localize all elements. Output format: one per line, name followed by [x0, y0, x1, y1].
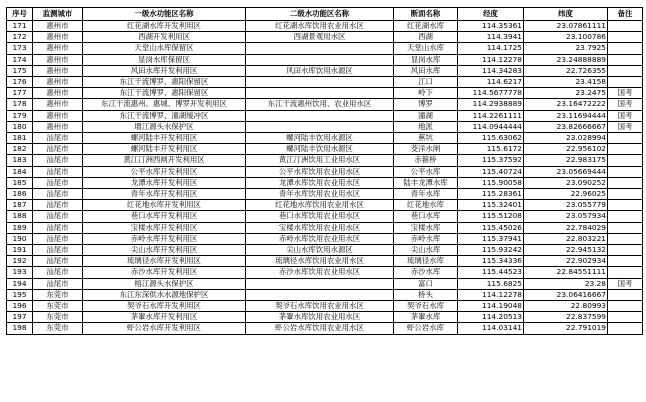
cell-city: 惠州市 [33, 21, 83, 32]
water-function-table-container [6, 7, 642, 335]
header-section: 断面名称 [394, 8, 458, 21]
cell-latitude: 23.07861111 [524, 21, 608, 32]
cell-latitude: 23.06416667 [524, 289, 608, 300]
cell-longitude: 114.12278 [458, 289, 524, 300]
cell-index: 196 [7, 301, 33, 312]
table-row [7, 233, 643, 244]
cell-remark: 国考 [608, 121, 643, 132]
cell-primary-zone: 东江干流博罗、惠阳保留区 [83, 77, 246, 88]
cell-primary-zone: 虾公岩水库开发利用区 [83, 323, 246, 334]
cell-section: 江口 [394, 77, 458, 88]
cell-primary-zone: 青年水库开发利用区 [83, 189, 246, 200]
cell-secondary-zone: 虾公岩水库饮用农业用水区 [246, 323, 394, 334]
cell-city: 汕尾市 [33, 211, 83, 222]
cell-section: 陆丰龙潭水库 [394, 177, 458, 188]
table-row [7, 88, 643, 99]
cell-remark [608, 43, 643, 54]
cell-primary-zone: 东江东深供水水源地保护区 [83, 289, 246, 300]
cell-primary-zone: 螺河陆丰开发利用区 [83, 133, 246, 144]
cell-primary-zone: 榕江源头水保护区 [83, 278, 246, 289]
cell-city: 汕尾市 [33, 278, 83, 289]
cell-section: 富口 [394, 278, 458, 289]
header-city: 监测城市 [33, 8, 83, 21]
table-row [7, 43, 643, 54]
cell-longitude: 114.5677778 [458, 88, 524, 99]
cell-index: 194 [7, 278, 33, 289]
table-body [7, 21, 643, 335]
cell-primary-zone: 东江干流博罗、潼湖缓冲区 [83, 110, 246, 121]
cell-latitude: 23.028994 [524, 133, 608, 144]
cell-city: 惠州市 [33, 121, 83, 132]
cell-secondary-zone: 琉璃径水库饮用农业用水区 [246, 256, 394, 267]
cell-index: 173 [7, 43, 33, 54]
cell-longitude: 114.12278 [458, 54, 524, 65]
cell-index: 179 [7, 110, 33, 121]
header-longitude: 经度 [458, 8, 524, 21]
cell-longitude: 114.1725 [458, 43, 524, 54]
cell-longitude: 115.63062 [458, 133, 524, 144]
table-row [7, 155, 643, 166]
cell-secondary-zone [246, 278, 394, 289]
cell-city: 东莞市 [33, 289, 83, 300]
cell-city: 惠州市 [33, 65, 83, 76]
cell-longitude: 114.0944444 [458, 121, 524, 132]
cell-latitude: 23.4158 [524, 77, 608, 88]
cell-secondary-zone: 巷口水库饮用农业用水区 [246, 211, 394, 222]
cell-secondary-zone: 红花地水库饮用农业用水区 [246, 200, 394, 211]
cell-latitude: 22.902934 [524, 256, 608, 267]
table-row [7, 323, 643, 334]
cell-section: 桥头 [394, 289, 458, 300]
table-row [7, 289, 643, 300]
cell-index: 172 [7, 32, 33, 43]
cell-longitude: 114.03141 [458, 323, 524, 334]
cell-section: 西湖 [394, 32, 458, 43]
cell-primary-zone: 黄江汀洲西闸开发利用区 [83, 155, 246, 166]
cell-primary-zone: 东江干流博罗、惠阳保留区 [83, 88, 246, 99]
cell-secondary-zone: 黄江汀洲饮用工业用水区 [246, 155, 394, 166]
cell-remark [608, 256, 643, 267]
cell-secondary-zone [246, 88, 394, 99]
table-row [7, 99, 643, 110]
header-latitude: 纬度 [524, 8, 608, 21]
cell-latitude: 23.82666667 [524, 121, 608, 132]
table-row [7, 32, 643, 43]
cell-index: 190 [7, 233, 33, 244]
table-row [7, 301, 643, 312]
cell-secondary-zone [246, 43, 394, 54]
cell-index: 191 [7, 245, 33, 256]
cell-index: 195 [7, 289, 33, 300]
cell-latitude: 22.956102 [524, 144, 608, 155]
cell-secondary-zone: 宝楼水库饮用农业用水区 [246, 222, 394, 233]
cell-section: 红花湖水库 [394, 21, 458, 32]
table-header-row [7, 8, 643, 21]
cell-city: 惠州市 [33, 54, 83, 65]
cell-primary-zone: 红花湖水库开发利用区 [83, 21, 246, 32]
cell-index: 189 [7, 222, 33, 233]
cell-city: 惠州市 [33, 99, 83, 110]
cell-primary-zone: 茅輋水库开发利用区 [83, 312, 246, 323]
cell-city: 汕尾市 [33, 256, 83, 267]
cell-secondary-zone: 青年水库饮用农业用水区 [246, 189, 394, 200]
header-primary-zone: 一级水功能区名称 [83, 8, 246, 21]
cell-primary-zone: 宝楼水库开发利用区 [83, 222, 246, 233]
cell-longitude: 115.40724 [458, 166, 524, 177]
cell-latitude: 22.80993 [524, 301, 608, 312]
cell-section: 赤岭水库 [394, 233, 458, 244]
cell-longitude: 115.45026 [458, 222, 524, 233]
cell-latitude: 22.837599 [524, 312, 608, 323]
cell-primary-zone: 东江干流惠州、惠城、博罗开发利用区 [83, 99, 246, 110]
cell-longitude: 114.3941 [458, 32, 524, 43]
table-row [7, 200, 643, 211]
cell-secondary-zone [246, 289, 394, 300]
cell-latitude: 23.7925 [524, 43, 608, 54]
cell-section: 博罗 [394, 99, 458, 110]
table-row [7, 21, 643, 32]
cell-city: 东莞市 [33, 312, 83, 323]
cell-index: 182 [7, 144, 33, 155]
cell-index: 175 [7, 65, 33, 76]
header-remark: 备注 [608, 8, 643, 21]
cell-remark [608, 289, 643, 300]
cell-index: 188 [7, 211, 33, 222]
cell-secondary-zone: 风田水库饮用水源区 [246, 65, 394, 76]
cell-remark [608, 65, 643, 76]
cell-section: 天堂山水库 [394, 43, 458, 54]
cell-secondary-zone [246, 54, 394, 65]
table-row [7, 65, 643, 76]
cell-index: 198 [7, 323, 33, 334]
cell-secondary-zone: 螺河陆丰饮用水源区 [246, 133, 394, 144]
cell-longitude: 115.32401 [458, 200, 524, 211]
cell-remark [608, 189, 643, 200]
cell-latitude: 23.055779 [524, 200, 608, 211]
cell-remark [608, 323, 643, 334]
cell-section: 琉璃径水库 [394, 256, 458, 267]
cell-longitude: 115.93242 [458, 245, 524, 256]
cell-index: 178 [7, 99, 33, 110]
cell-remark [608, 144, 643, 155]
table-row [7, 166, 643, 177]
cell-remark [608, 177, 643, 188]
cell-city: 汕尾市 [33, 245, 83, 256]
cell-section: 茭洋水闸 [394, 144, 458, 155]
cell-index: 180 [7, 121, 33, 132]
cell-longitude: 115.37941 [458, 233, 524, 244]
cell-city: 汕尾市 [33, 200, 83, 211]
cell-city: 汕尾市 [33, 144, 83, 155]
cell-index: 185 [7, 177, 33, 188]
cell-secondary-zone: 尖山水库饮用水源区 [246, 245, 394, 256]
cell-primary-zone: 琉璃径水库开发利用区 [83, 256, 246, 267]
table-row [7, 54, 643, 65]
table-row [7, 177, 643, 188]
cell-city: 惠州市 [33, 110, 83, 121]
cell-longitude: 115.44523 [458, 267, 524, 278]
table-row [7, 211, 643, 222]
cell-remark [608, 77, 643, 88]
table-row [7, 312, 643, 323]
cell-section: 蕉坑 [394, 133, 458, 144]
cell-primary-zone: 风田水库开发利用区 [83, 65, 246, 76]
cell-city: 惠州市 [33, 88, 83, 99]
cell-latitude: 22.945132 [524, 245, 608, 256]
cell-secondary-zone: 公平水库饮用农业用水区 [246, 166, 394, 177]
cell-latitude: 22.96025 [524, 189, 608, 200]
cell-section: 潼湖 [394, 110, 458, 121]
cell-remark [608, 233, 643, 244]
cell-remark: 国考 [608, 110, 643, 121]
cell-primary-zone: 赤沙水库开发利用区 [83, 267, 246, 278]
cell-longitude: 114.6217 [458, 77, 524, 88]
cell-city: 东莞市 [33, 301, 83, 312]
cell-remark [608, 222, 643, 233]
cell-latitude: 23.24888889 [524, 54, 608, 65]
cell-latitude: 23.05669444 [524, 166, 608, 177]
cell-latitude: 22.784029 [524, 222, 608, 233]
cell-city: 惠州市 [33, 43, 83, 54]
cell-index: 192 [7, 256, 33, 267]
cell-index: 186 [7, 189, 33, 200]
cell-index: 176 [7, 77, 33, 88]
table-row [7, 245, 643, 256]
table-row [7, 133, 643, 144]
cell-remark [608, 21, 643, 32]
table-row [7, 189, 643, 200]
cell-remark [608, 211, 643, 222]
cell-index: 197 [7, 312, 33, 323]
cell-remark [608, 155, 643, 166]
cell-remark: 国考 [608, 99, 643, 110]
cell-remark [608, 54, 643, 65]
cell-index: 183 [7, 155, 33, 166]
table-row [7, 110, 643, 121]
cell-city: 汕尾市 [33, 177, 83, 188]
cell-secondary-zone: 西湖景观用水区 [246, 32, 394, 43]
cell-primary-zone: 公平水库开发利用区 [83, 166, 246, 177]
cell-section: 契爷石水库 [394, 301, 458, 312]
cell-section: 赤沙水库 [394, 267, 458, 278]
cell-secondary-zone: 赤岭水库饮用农业用水区 [246, 233, 394, 244]
cell-index: 193 [7, 267, 33, 278]
cell-secondary-zone [246, 110, 394, 121]
cell-latitude: 23.100786 [524, 32, 608, 43]
cell-section: 虾公岩水库 [394, 323, 458, 334]
cell-longitude: 115.34336 [458, 256, 524, 267]
cell-remark [608, 166, 643, 177]
cell-secondary-zone: 契爷石水库饮用农业用水区 [246, 301, 394, 312]
cell-city: 汕尾市 [33, 155, 83, 166]
cell-city: 惠州市 [33, 32, 83, 43]
cell-primary-zone: 螺河陆丰开发利用区 [83, 144, 246, 155]
cell-longitude: 114.2938889 [458, 99, 524, 110]
table-row [7, 121, 643, 132]
header-secondary-zone: 二级水功能区名称 [246, 8, 394, 21]
cell-latitude: 22.84551111 [524, 267, 608, 278]
cell-remark: 国考 [608, 278, 643, 289]
cell-city: 汕尾市 [33, 267, 83, 278]
cell-longitude: 115.90058 [458, 177, 524, 188]
cell-secondary-zone: 茅輋水库饮用农业用水区 [246, 312, 394, 323]
cell-remark [608, 301, 643, 312]
cell-remark [608, 267, 643, 278]
cell-longitude: 114.19048 [458, 301, 524, 312]
cell-section: 岭下 [394, 88, 458, 99]
cell-primary-zone: 增江源头水保护区 [83, 121, 246, 132]
cell-secondary-zone [246, 77, 394, 88]
table-row [7, 77, 643, 88]
cell-section: 青年水库 [394, 189, 458, 200]
cell-section: 巷口水库 [394, 211, 458, 222]
cell-latitude: 23.090252 [524, 177, 608, 188]
cell-latitude: 23.28 [524, 278, 608, 289]
cell-remark: 国考 [608, 88, 643, 99]
cell-latitude: 23.16472222 [524, 99, 608, 110]
cell-section: 赤箍桥 [394, 155, 458, 166]
cell-latitude: 23.11694444 [524, 110, 608, 121]
cell-city: 汕尾市 [33, 233, 83, 244]
cell-city: 东莞市 [33, 323, 83, 334]
cell-index: 174 [7, 54, 33, 65]
cell-index: 177 [7, 88, 33, 99]
table-row [7, 222, 643, 233]
cell-primary-zone: 显岗水库保留区 [83, 54, 246, 65]
cell-city: 惠州市 [33, 77, 83, 88]
cell-remark [608, 200, 643, 211]
cell-index: 184 [7, 166, 33, 177]
cell-secondary-zone [246, 121, 394, 132]
table-row [7, 267, 643, 278]
cell-city: 汕尾市 [33, 133, 83, 144]
cell-section: 显岗水库 [394, 54, 458, 65]
table-row [7, 278, 643, 289]
cell-latitude: 23.057934 [524, 211, 608, 222]
cell-latitude: 22.803221 [524, 233, 608, 244]
cell-longitude: 114.2261111 [458, 110, 524, 121]
table-row [7, 144, 643, 155]
cell-section: 风田水库 [394, 65, 458, 76]
cell-remark [608, 133, 643, 144]
cell-primary-zone: 红花地水库开发利用区 [83, 200, 246, 211]
cell-longitude: 115.51208 [458, 211, 524, 222]
cell-secondary-zone: 红花湖水库饮用农业用水区 [246, 21, 394, 32]
cell-secondary-zone: 螺河陆丰饮用水源区 [246, 144, 394, 155]
cell-latitude: 22.983175 [524, 155, 608, 166]
cell-primary-zone: 尖山水库开发利用区 [83, 245, 246, 256]
cell-primary-zone: 天堂山水库保留区 [83, 43, 246, 54]
cell-longitude: 114.20513 [458, 312, 524, 323]
cell-index: 181 [7, 133, 33, 144]
cell-section: 尖山水库 [394, 245, 458, 256]
cell-section: 公平水库 [394, 166, 458, 177]
cell-longitude: 114.35361 [458, 21, 524, 32]
header-index: 序号 [7, 8, 33, 21]
cell-primary-zone: 西湖开发利用区 [83, 32, 246, 43]
cell-longitude: 115.28361 [458, 189, 524, 200]
cell-city: 汕尾市 [33, 189, 83, 200]
cell-primary-zone: 契爷石水库开发利用区 [83, 301, 246, 312]
cell-remark [608, 32, 643, 43]
cell-secondary-zone: 龙潭水库饮用农业用水区 [246, 177, 394, 188]
cell-longitude: 115.6825 [458, 278, 524, 289]
cell-longitude: 115.6172 [458, 144, 524, 155]
cell-latitude: 22.726355 [524, 65, 608, 76]
cell-primary-zone: 赤岭水库开发利用区 [83, 233, 246, 244]
cell-index: 187 [7, 200, 33, 211]
cell-section: 地派 [394, 121, 458, 132]
cell-section: 红花地水库 [394, 200, 458, 211]
cell-remark [608, 312, 643, 323]
cell-primary-zone: 龙潭水库开发利用区 [83, 177, 246, 188]
cell-longitude: 114.34283 [458, 65, 524, 76]
cell-city: 汕尾市 [33, 222, 83, 233]
cell-latitude: 22.791019 [524, 323, 608, 334]
cell-primary-zone: 巷口水库开发利用区 [83, 211, 246, 222]
cell-secondary-zone: 赤沙水库饮用农业用水区 [246, 267, 394, 278]
cell-city: 汕尾市 [33, 166, 83, 177]
cell-index: 171 [7, 21, 33, 32]
cell-section: 宝楼水库 [394, 222, 458, 233]
water-function-table [6, 7, 643, 335]
cell-remark [608, 245, 643, 256]
cell-section: 茅輋水库 [394, 312, 458, 323]
cell-latitude: 23.2475 [524, 88, 608, 99]
cell-longitude: 115.37592 [458, 155, 524, 166]
cell-secondary-zone: 东江干流惠州饮用、农业用水区 [246, 99, 394, 110]
table-row [7, 256, 643, 267]
